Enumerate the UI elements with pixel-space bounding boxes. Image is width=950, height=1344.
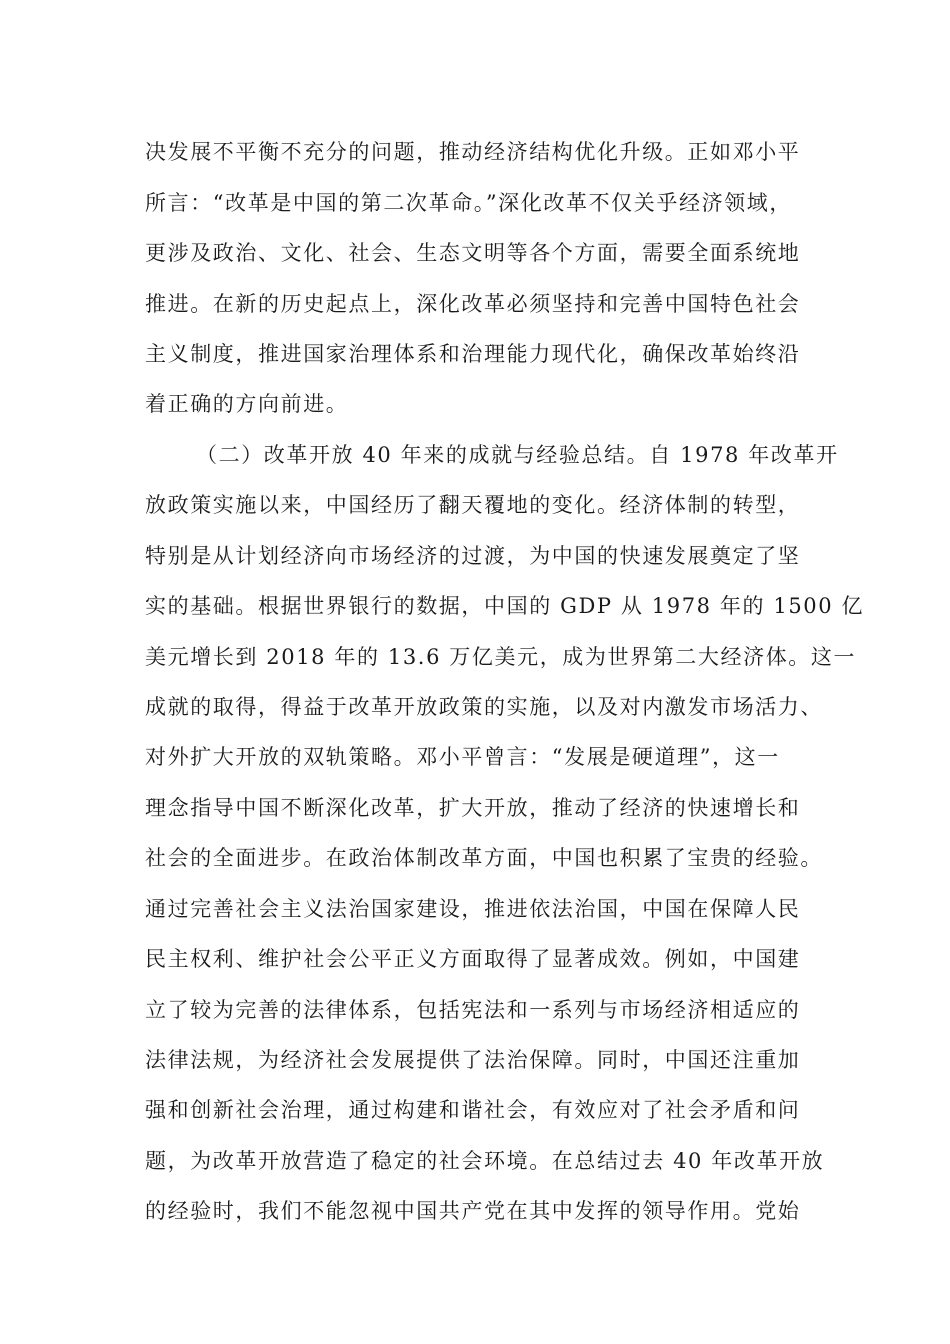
text-line: 实的基础。根据世界银行的数据，中国的 GDP 从 1978 年的 1500 亿 (145, 594, 865, 618)
text-line: 法律法规，为经济社会发展提供了法治保障。同时，中国还注重加 (145, 1048, 801, 1072)
text-line: 成就的取得，得益于改革开放政策的实施，以及对内激发市场活力、 (145, 695, 823, 719)
text-line: 通过完善社会主义法治国家建设，推进依法治国，中国在保障人民 (145, 897, 801, 921)
text-line: 所言：“改革是中国的第二次革命。”深化改革不仅关乎经济领域， (145, 191, 792, 215)
text-line: 着正确的方向前进。 (145, 392, 349, 416)
text-line: 社会的全面进步。在政治体制改革方面，中国也积累了宝贵的经验。 (145, 846, 823, 870)
text-line: 立了较为完善的法律体系，包括宪法和一系列与市场经济相适应的 (145, 998, 801, 1022)
text-line: 特别是从计划经济向市场经济的过渡，为中国的快速发展奠定了坚 (145, 544, 801, 568)
section-heading-line: （二）改革开放 40 年来的成就与经验总结。自 1978 年改革开 (196, 443, 839, 467)
text-line: 推进。在新的历史起点上，深化改革必须坚持和完善中国特色社会 (145, 292, 801, 316)
text-line: 民主权利、维护社会公平正义方面取得了显著成效。例如，中国建 (145, 947, 801, 971)
text-line: 理念指导中国不断深化改革，扩大开放，推动了经济的快速增长和 (145, 796, 801, 820)
text-line: 决发展不平衡不充分的问题，推动经济结构优化升级。正如邓小平 (145, 140, 801, 164)
text-line: 的经验时，我们不能忽视中国共产党在其中发挥的领导作用。党始 (145, 1199, 801, 1223)
text-line: 强和创新社会治理，通过构建和谐社会，有效应对了社会矛盾和问 (145, 1098, 801, 1122)
text-line: 美元增长到 2018 年的 13.6 万亿美元，成为世界第二大经济体。这一 (145, 645, 857, 669)
text-line: 题，为改革开放营造了稳定的社会环境。在总结过去 40 年改革开放 (145, 1149, 825, 1173)
text-line: 对外扩大开放的双轨策略。邓小平曾言：“发展是硬道理”，这一 (145, 745, 780, 769)
text-line: 更涉及政治、文化、社会、生态文明等各个方面，需要全面系统地 (145, 241, 801, 265)
text-line: 主义制度，推进国家治理体系和治理能力现代化，确保改革始终沿 (145, 342, 801, 366)
text-line: 放政策实施以来，中国经历了翻天覆地的变化。经济体制的转型， (145, 493, 801, 517)
